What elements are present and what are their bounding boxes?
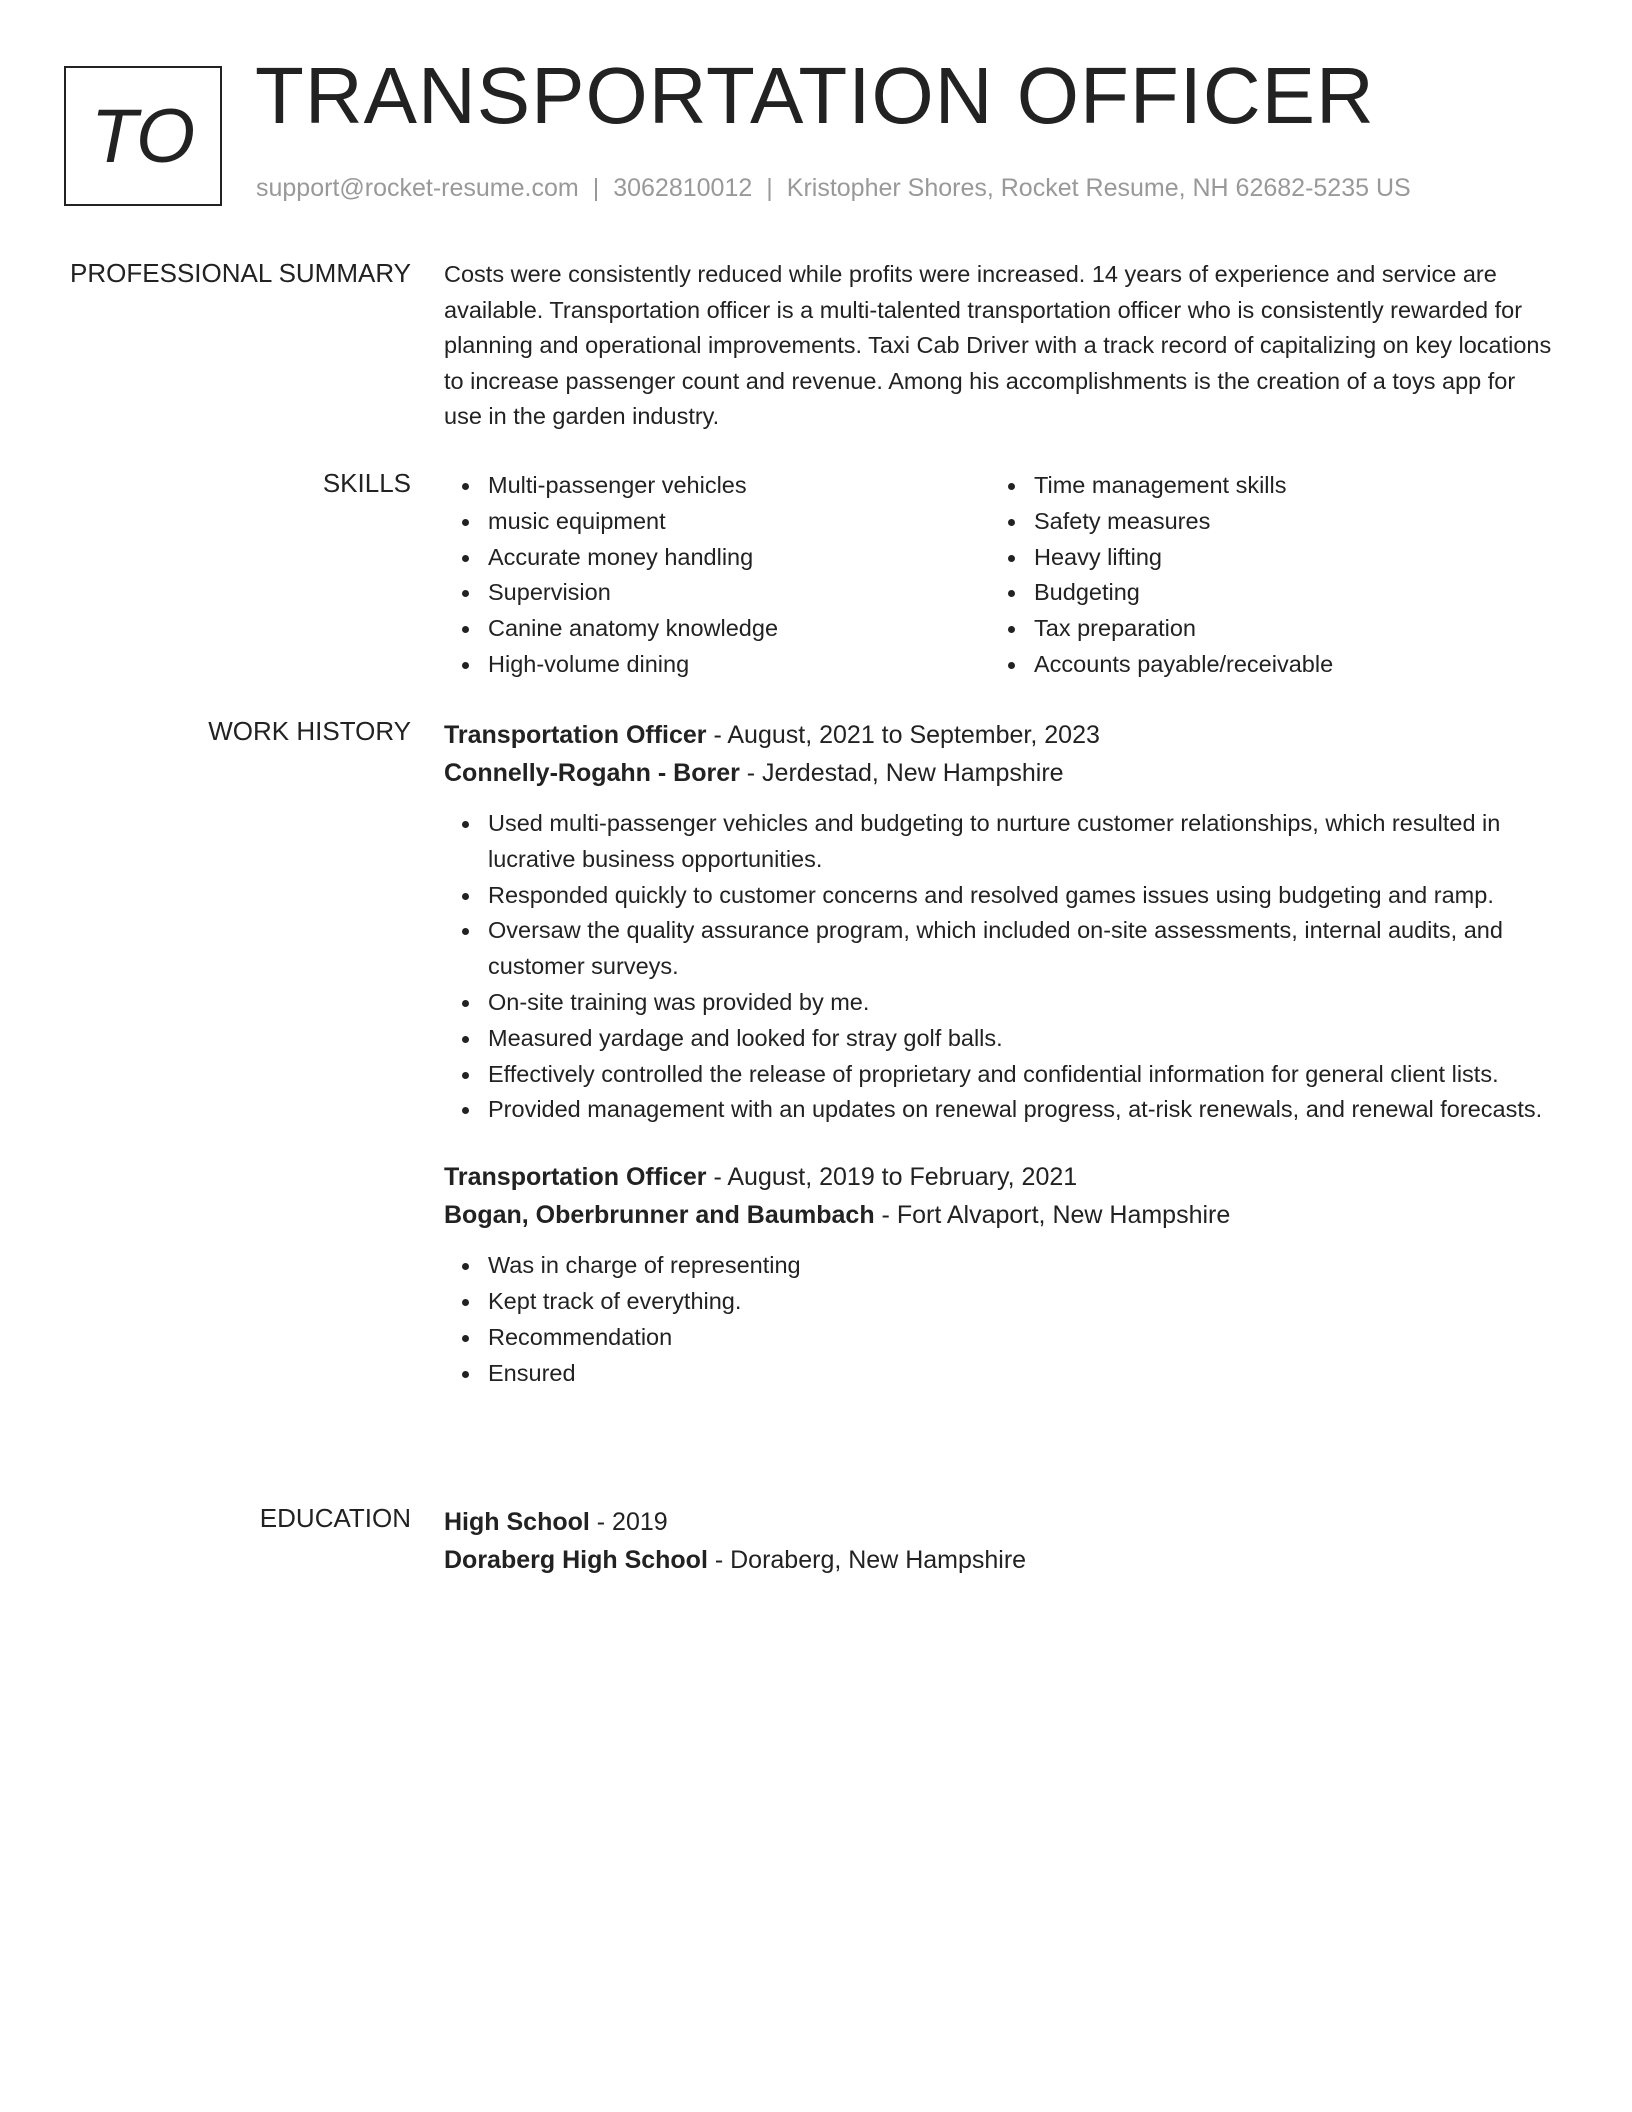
contact-separator: | bbox=[592, 174, 600, 202]
job-location: - Fort Alvaport, New Hampshire bbox=[874, 1201, 1231, 1230]
skill-item: High-volume dining bbox=[488, 647, 990, 683]
skill-item: Accounts payable/receivable bbox=[1034, 647, 1536, 683]
section-title-education: EDUCATION bbox=[259, 1503, 411, 1533]
education-location: - Doraberg, New Hampshire bbox=[707, 1546, 1027, 1574]
contact-line bbox=[256, 174, 1411, 203]
job-company-line bbox=[444, 754, 1554, 792]
work-history-body bbox=[444, 716, 1554, 1391]
job-bullets bbox=[444, 1248, 1554, 1391]
job-bullet: Recommendation bbox=[488, 1320, 1554, 1356]
education-school: Doraberg High School bbox=[444, 1546, 708, 1574]
skill-item: Safety measures bbox=[1034, 504, 1536, 540]
education-degree-line bbox=[444, 1503, 1554, 1541]
job-bullet: Responded quickly to customer concerns and resolved games issues using budgeting and ramp. bbox=[488, 878, 1554, 914]
job-dates: - August, 2021 to September, 2023 bbox=[706, 721, 1100, 749]
skill-item: Heavy lifting bbox=[1034, 540, 1536, 576]
job-company: Connelly-Rogahn - Borer bbox=[444, 759, 740, 787]
education-degree: High School bbox=[444, 1508, 590, 1536]
skill-item: Accurate money handling bbox=[488, 540, 990, 576]
job-bullet: Measured yardage and looked for stray golf balls. bbox=[488, 1021, 1554, 1057]
education-school-line bbox=[444, 1541, 1554, 1579]
section-title-work-history: WORK HISTORY bbox=[208, 716, 411, 746]
section-title-summary: PROFESSIONAL SUMMARY bbox=[70, 258, 411, 288]
job-location: - Jerdestad, New Hampshire bbox=[739, 759, 1064, 787]
skills-list-left bbox=[444, 468, 990, 683]
contact-email[interactable]: support@rocket-resume.com bbox=[256, 174, 579, 202]
contact-address: Kristopher Shores, Rocket Resume, NH 62682-5235 US bbox=[786, 174, 1411, 202]
job-bullets bbox=[444, 806, 1554, 1128]
job-bullet: Was in charge of representing bbox=[488, 1248, 1554, 1284]
job-company-line bbox=[444, 1196, 1554, 1234]
job-role-line bbox=[444, 716, 1554, 754]
job-bullet: Ensured bbox=[488, 1356, 1554, 1392]
skill-item: Tax preparation bbox=[1034, 611, 1536, 647]
education-body bbox=[444, 1503, 1554, 1579]
section-title-skills: SKILLS bbox=[322, 468, 411, 498]
summary-body bbox=[444, 257, 1554, 435]
job-company: Bogan, Oberbrunner and Baumbach bbox=[444, 1201, 875, 1230]
skill-item: Canine anatomy knowledge bbox=[488, 611, 990, 647]
monogram-badge: TO bbox=[64, 66, 222, 206]
skill-item: Multi-passenger vehicles bbox=[488, 468, 990, 504]
skill-item: Budgeting bbox=[1034, 575, 1536, 611]
job-bullet: Oversaw the quality assurance program, which included on-site assessments, internal audits, and customer surveys. bbox=[488, 913, 1554, 985]
job-role-line bbox=[444, 1158, 1554, 1196]
skill-item: music equipment bbox=[488, 504, 990, 540]
job-bullet: Effectively controlled the release of proprietary and confidential information for general client lists. bbox=[488, 1057, 1554, 1093]
skills-body bbox=[444, 468, 1554, 683]
job-entry bbox=[444, 1158, 1554, 1391]
contact-phone[interactable]: 3062810012 bbox=[613, 174, 753, 202]
job-entry bbox=[444, 716, 1554, 1128]
education-year: - 2019 bbox=[589, 1508, 668, 1536]
job-role: Transportation Officer bbox=[444, 1163, 707, 1192]
summary-text: Costs were consistently reduced while profits were increased. 14 years of experience and service are available. Transportation officer is a multi-talented transportation officer who is consistently rewarded for planning and operational improvements. Taxi Cab Driver with a track record of capitalizing on key locations to increase passenger count and revenue. Among his accomplishments is the creation of a toys app for use in the garden industry. bbox=[444, 261, 1552, 430]
skill-item: Supervision bbox=[488, 575, 990, 611]
job-bullet: On-site training was provided by me. bbox=[488, 985, 1554, 1021]
job-dates: - August, 2019 to February, 2021 bbox=[706, 1163, 1078, 1192]
job-bullet: Kept track of everything. bbox=[488, 1284, 1554, 1320]
job-role: Transportation Officer bbox=[444, 721, 707, 749]
skill-item: Time management skills bbox=[1034, 468, 1536, 504]
candidate-title: TRANSPORTATION OFFICER bbox=[255, 51, 1375, 140]
job-bullet: Used multi-passenger vehicles and budgeting to nurture customer relationships, which resulted in lucrative business opportunities. bbox=[488, 806, 1554, 878]
skills-list-right bbox=[990, 468, 1536, 683]
job-bullet: Provided management with an updates on renewal progress, at-risk renewals, and renewal forecasts. bbox=[488, 1092, 1554, 1128]
contact-separator: | bbox=[766, 174, 773, 202]
